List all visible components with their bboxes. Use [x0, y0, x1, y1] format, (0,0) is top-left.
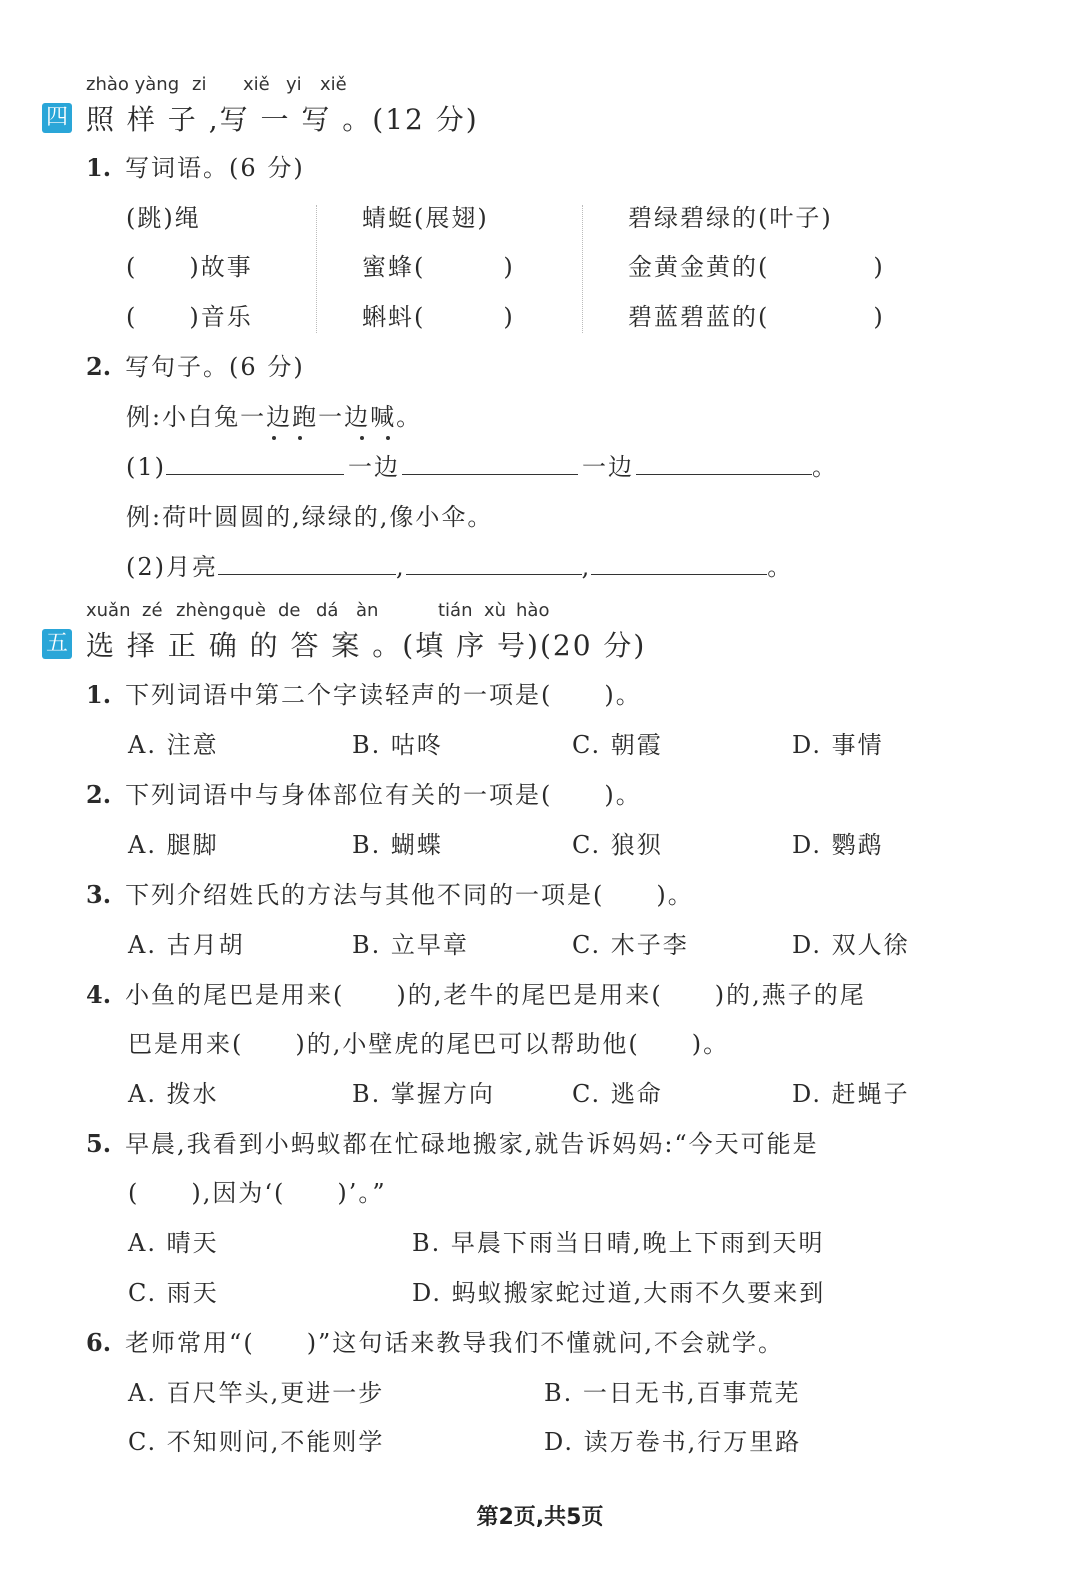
s5-q5-option-d[interactable]: D. 蚂蚁搬家蛇过道,大雨不久要来到: [412, 1279, 826, 1307]
s5-q4-option-b[interactable]: B. 掌握方向: [352, 1080, 495, 1108]
s4-q2-s1-mid-a: 一边: [348, 453, 400, 481]
grid-divider-2: [582, 205, 583, 333]
s5-question-3: [86, 878, 694, 912]
pinyin-zheng: zhèng: [176, 600, 231, 621]
answer-blank[interactable]: [591, 550, 767, 575]
s5-q2-option-c[interactable]: C. 狼狈: [572, 831, 663, 859]
pinyin-de: de: [278, 600, 301, 621]
s4-q2-sentence-1: [126, 450, 838, 484]
s4-q2-s1-label: (1): [126, 453, 166, 481]
pinyin-an: àn: [356, 600, 379, 621]
pinyin-xie: xiě: [243, 74, 270, 95]
emphasis-dot: [272, 436, 276, 440]
s5-q2-option-d[interactable]: D. 鹦鹉: [792, 831, 884, 859]
s4-q1-title: [86, 151, 305, 185]
s5-q5-number: 5.: [86, 1129, 112, 1158]
s5-q6-text: 老师常用“( )”这句话来教导我们不懂就问,不会就学。: [125, 1329, 784, 1357]
s4-q2-example-2: 例:荷叶圆圆的,绿绿的,像小伞。: [126, 503, 494, 531]
s5-q3-option-d[interactable]: D. 双人徐: [792, 931, 910, 959]
answer-blank[interactable]: [402, 450, 578, 475]
grid-cell-1-1: 蜜蜂( ): [362, 253, 515, 281]
grid-cell-0-2: 碧绿碧绿的(叶子): [628, 204, 833, 232]
s4-q2-text: 写句子。(6 分): [125, 353, 305, 381]
s5-q5-option-b[interactable]: B. 早晨下雨当日晴,晚上下雨到天明: [412, 1229, 825, 1257]
s4-q2-s2-label: (2)月亮: [126, 553, 218, 581]
section5-title: 选 择 正 确 的 答 案 。(填 序 号)(20 分): [86, 629, 647, 662]
answer-blank[interactable]: [636, 450, 812, 475]
s5-question-1: [86, 678, 642, 712]
s5-q2-text: 下列词语中与身体部位有关的一项是( )。: [125, 781, 642, 809]
emphasis-dot: [386, 436, 390, 440]
section4-heading: [42, 96, 479, 140]
s5-q2-number: 2.: [86, 780, 112, 809]
s5-q1-text: 下列词语中第二个字读轻声的一项是( )。: [125, 681, 642, 709]
s5-q4-option-a[interactable]: A. 拨水: [128, 1080, 219, 1108]
pinyin-que: què: [232, 600, 266, 621]
s5-q4-text-2: 巴是用来( )的,小壁虎的尾巴可以帮助他( )。: [128, 1030, 730, 1058]
answer-blank[interactable]: [406, 550, 582, 575]
section5-pinyin: [0, 600, 1080, 624]
grid-cell-2-0: ( )音乐: [126, 303, 253, 331]
pinyin-xie-2: xiě: [320, 74, 347, 95]
s5-question-2: [86, 778, 642, 812]
s5-q5-text-2: ( ),因为‘( )’。”: [128, 1179, 387, 1207]
section5-heading: [42, 622, 646, 666]
s5-q1-number: 1.: [86, 680, 112, 709]
s4-q2-title: [86, 350, 305, 384]
s4-q2-s2-comma-b: ,: [581, 553, 592, 581]
pinyin-tian: tián: [438, 600, 473, 621]
s5-q5-option-a[interactable]: A. 晴天: [128, 1229, 219, 1257]
section5-number-badge: 五: [42, 629, 72, 659]
s4-q2-example-1: 例:小白兔一边跑一边喊。: [126, 403, 423, 431]
pinyin-xu: xù: [484, 600, 507, 621]
pinyin-da: dá: [316, 600, 339, 621]
s4-q2-number: 2.: [86, 352, 112, 381]
s4-q2-sentence-2: [126, 550, 793, 584]
s5-q6-option-c[interactable]: C. 不知则问,不能则学: [128, 1428, 385, 1456]
s5-q1-option-a[interactable]: A. 注意: [128, 731, 219, 759]
s5-q6-number: 6.: [86, 1328, 112, 1357]
s5-q5-text-1: 早晨,我看到小蚂蚁都在忙碌地搬家,就告诉妈妈:“今天可能是: [125, 1130, 819, 1158]
s5-q4-number: 4.: [86, 980, 112, 1009]
s4-q2-s1-end: 。: [812, 453, 838, 481]
s4-q2-s2-end: 。: [767, 553, 794, 581]
s5-q5-option-c[interactable]: C. 雨天: [128, 1279, 219, 1307]
s5-q1-option-b[interactable]: B. 咕咚: [352, 731, 443, 759]
pinyin-ze: zé: [142, 600, 163, 621]
grid-divider-1: [316, 205, 317, 333]
s4-q1-number: 1.: [86, 153, 112, 182]
s5-question-5: [86, 1127, 819, 1161]
s5-question-4: [86, 978, 866, 1012]
s5-q3-option-c[interactable]: C. 木子李: [572, 931, 689, 959]
grid-cell-1-0: ( )故事: [126, 253, 253, 281]
pinyin-yi: yi: [286, 74, 302, 95]
emphasis-dot: [298, 436, 302, 440]
section4-pinyin: [0, 74, 1080, 98]
grid-cell-2-1: 蝌蚪( ): [362, 303, 515, 331]
s5-q3-text: 下列介绍姓氏的方法与其他不同的一项是( )。: [125, 881, 694, 909]
pinyin-xuan: xuǎn: [86, 600, 131, 621]
s5-q4-text-1: 小鱼的尾巴是用来( )的,老牛的尾巴是用来( )的,燕子的尾: [125, 981, 866, 1009]
pinyin-zi: zi: [192, 74, 207, 95]
answer-blank[interactable]: [218, 550, 396, 575]
s5-q2-option-a[interactable]: A. 腿脚: [128, 831, 219, 859]
section4-title: 照 样 子 ,写 一 写 。(12 分): [86, 103, 479, 136]
section4-number-badge: 四: [42, 103, 72, 133]
s5-q1-option-d[interactable]: D. 事情: [792, 731, 884, 759]
s5-q4-option-d[interactable]: D. 赶蝇子: [792, 1080, 910, 1108]
page-footer: 第2页,共5页: [476, 1505, 604, 1530]
s4-q2-s2-comma-a: ,: [396, 553, 406, 581]
s5-q6-option-b[interactable]: B. 一日无书,百事荒芜: [544, 1379, 801, 1407]
s5-question-6: [86, 1326, 784, 1360]
s4-q1-text: 写词语。(6 分): [125, 154, 305, 182]
s5-q6-option-d[interactable]: D. 读万卷书,行万里路: [544, 1428, 802, 1456]
s5-q4-option-c[interactable]: C. 逃命: [572, 1080, 663, 1108]
answer-blank[interactable]: [166, 450, 344, 475]
grid-cell-2-2: 碧蓝碧蓝的( ): [628, 303, 885, 331]
s4-q2-s1-mid-b: 一边: [582, 453, 634, 481]
emphasis-dot: [360, 436, 364, 440]
pinyin-hao: hào: [516, 600, 550, 621]
grid-cell-0-0: (跳)绳: [126, 204, 201, 232]
s5-q3-number: 3.: [86, 880, 112, 909]
pinyin-zhao-yang: zhào yàng: [86, 74, 180, 95]
s5-q3-option-b[interactable]: B. 立早章: [352, 931, 469, 959]
s5-q2-option-b[interactable]: B. 蝴蝶: [352, 831, 443, 859]
s5-q1-option-c[interactable]: C. 朝霞: [572, 731, 663, 759]
grid-cell-1-2: 金黄金黄的( ): [628, 253, 885, 281]
grid-cell-0-1: 蜻蜓(展翅): [362, 204, 489, 232]
s5-q3-option-a[interactable]: A. 古月胡: [128, 931, 245, 959]
s5-q6-option-a[interactable]: A. 百尺竿头,更进一步: [128, 1379, 385, 1407]
